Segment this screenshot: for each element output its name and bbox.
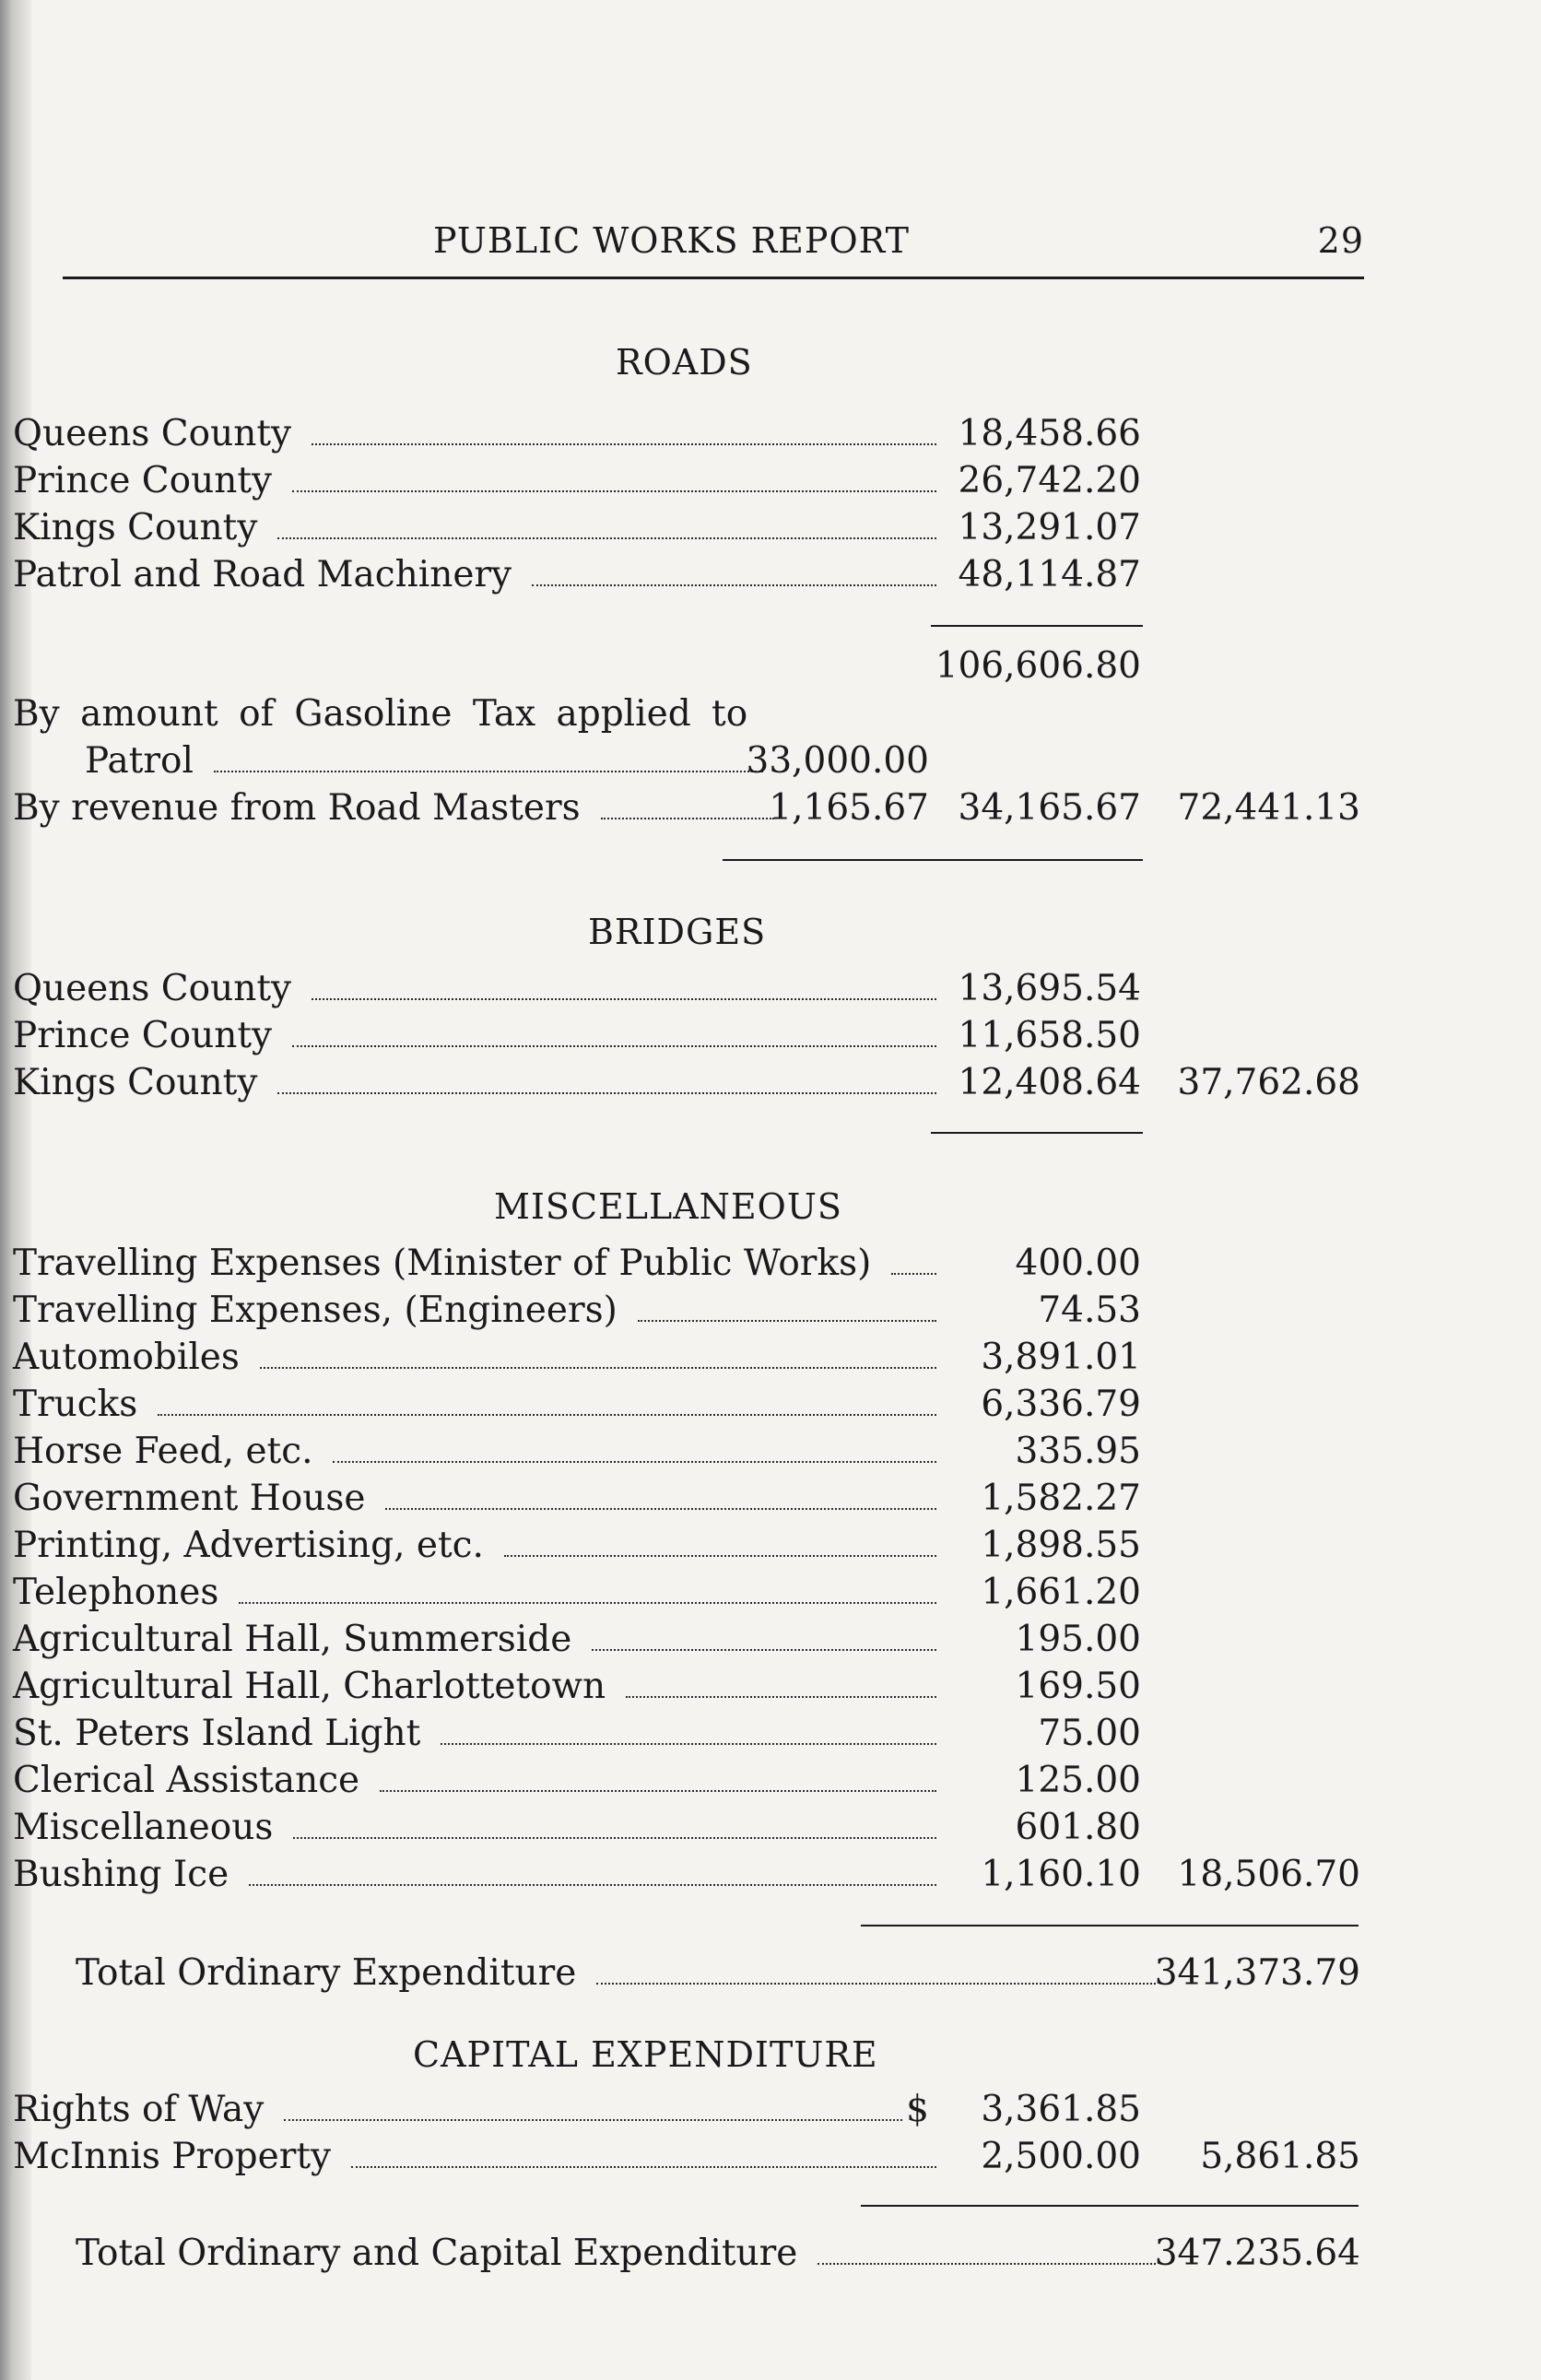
misc-row	[13, 1760, 940, 1802]
leader-dots	[385, 1480, 936, 1510]
page-number: 29	[1317, 220, 1364, 261]
bridges-row-label: Prince County	[13, 1015, 273, 1056]
section-heading-bridges: BRIDGES	[588, 912, 767, 952]
gasoline-tax-amount: 33,000.00	[746, 740, 929, 782]
misc-row	[13, 1290, 940, 1332]
leader-dots	[293, 1809, 936, 1839]
bridges-row-amount: 13,695.54	[958, 968, 1141, 1009]
misc-row-amount: 125.00	[1015, 1760, 1141, 1801]
leader-dots	[638, 1292, 936, 1322]
roads-row	[13, 507, 940, 549]
roads-subtotal: 106,606.80	[935, 645, 1141, 687]
leader-dots	[284, 2091, 902, 2121]
capital-total: 5,861.85	[1200, 2136, 1360, 2177]
misc-row	[13, 1619, 940, 1661]
capital-row-amount: 2,500.00	[981, 2136, 1141, 2177]
leader-dots	[312, 971, 936, 1000]
misc-row-label: Clerical Assistance	[13, 1760, 360, 1801]
bridges-total: 37,762.68	[1177, 1062, 1360, 1103]
roads-row-amount: 48,114.87	[958, 554, 1141, 595]
revenue-row	[13, 787, 778, 830]
leader-dots	[626, 1668, 936, 1698]
leader-dots	[351, 2138, 936, 2168]
misc-row-amount: 1,160.10	[981, 1854, 1141, 1895]
misc-row-amount: 1,582.27	[981, 1478, 1141, 1519]
patrol-label: Patrol	[85, 740, 194, 782]
section-heading-miscellaneous: MISCELLANEOUS	[494, 1186, 842, 1227]
roads-row-label: Patrol and Road Machinery	[13, 554, 512, 595]
leader-dots	[592, 1621, 936, 1651]
misc-row-label: Miscellaneous	[13, 1807, 274, 1848]
misc-row-label: Trucks	[13, 1384, 138, 1425]
misc-row	[13, 1478, 940, 1520]
dollar-sign: $	[906, 2089, 929, 2130]
subtotal-rule	[931, 625, 1143, 627]
misc-row-label: Printing, Advertising, etc.	[13, 1525, 484, 1566]
roads-row	[13, 460, 940, 502]
bridges-row-label: Kings County	[13, 1062, 258, 1103]
misc-row-label: Bushing Ice	[13, 1854, 229, 1895]
roads-deductions-total: 34,165.67	[958, 787, 1141, 829]
revenue-label: By revenue from Road Masters	[13, 787, 581, 829]
misc-row	[13, 1384, 940, 1426]
capital-row-label: Rights of Way	[13, 2089, 265, 2130]
bridges-row-amount: 11,658.50	[958, 1015, 1141, 1056]
leader-dots	[380, 1762, 936, 1792]
roads-row-amount: 13,291.07	[958, 507, 1141, 548]
leader-dots	[249, 1856, 936, 1886]
bridges-row-label: Queens County	[13, 968, 292, 1009]
misc-row-amount: 75.00	[1038, 1713, 1141, 1754]
patrol-row	[85, 740, 767, 783]
misc-row-amount: 195.00	[1015, 1619, 1141, 1660]
misc-row	[13, 1854, 940, 1896]
capital-row	[13, 2089, 929, 2131]
misc-row-label: Agricultural Hall, Summerside	[13, 1619, 572, 1660]
header-rule	[63, 277, 1364, 279]
leader-dots	[277, 510, 936, 539]
misc-row	[13, 1337, 940, 1379]
misc-row	[13, 1666, 940, 1708]
revenue-amount: 1,165.67	[769, 787, 929, 829]
roads-row-label: Queens County	[13, 413, 292, 454]
leader-dots	[277, 1065, 936, 1094]
leader-dots	[818, 2235, 1156, 2265]
misc-row	[13, 1243, 940, 1285]
total-ordinary-row	[76, 1952, 1159, 1995]
misc-row-label: Agricultural Hall, Charlottetown	[13, 1666, 606, 1707]
misc-row	[13, 1431, 940, 1473]
section-rule	[723, 859, 1143, 861]
section-rule	[931, 1132, 1143, 1134]
roads-row-amount: 18,458.66	[958, 413, 1141, 454]
misc-row	[13, 1713, 940, 1755]
leader-dots	[239, 1574, 936, 1604]
leader-dots	[292, 1018, 936, 1047]
leader-dots	[333, 1433, 936, 1463]
misc-row	[13, 1525, 940, 1567]
misc-row-label: Telephones	[13, 1572, 219, 1613]
misc-row-label: Horse Feed, etc.	[13, 1431, 313, 1472]
leader-dots	[214, 743, 763, 772]
grand-total-label: Total Ordinary and Capital Expenditure	[76, 2233, 798, 2274]
section-rule	[861, 1925, 1359, 1926]
misc-row-label: St. Peters Island Light	[13, 1713, 421, 1754]
section-heading-roads: ROADS	[616, 342, 753, 383]
bridges-row-amount: 12,408.64	[958, 1062, 1141, 1103]
leader-dots	[260, 1339, 936, 1369]
bridges-row	[13, 1015, 940, 1057]
roads-row	[13, 413, 940, 455]
misc-row-label: Travelling Expenses, (Engineers)	[13, 1290, 618, 1331]
roads-net-total: 72,441.13	[1177, 787, 1360, 829]
section-rule	[861, 2205, 1359, 2207]
misc-row-amount: 3,891.01	[981, 1337, 1141, 1378]
misc-row-amount: 1,898.55	[981, 1525, 1141, 1566]
roads-row-label: Kings County	[13, 507, 258, 548]
leader-dots	[596, 1955, 1156, 1985]
misc-row-label: Automobiles	[13, 1337, 240, 1378]
misc-row-amount: 335.95	[1015, 1431, 1141, 1472]
misc-row-amount: 601.80	[1015, 1807, 1141, 1848]
capital-row-label: McInnis Property	[13, 2136, 332, 2177]
misc-row-amount: 169.50	[1015, 1666, 1141, 1707]
total-ordinary-amount: 341,373.79	[1154, 1952, 1360, 1994]
leader-dots	[158, 1386, 936, 1416]
misc-row-amount: 74.53	[1038, 1290, 1141, 1331]
misc-row-label: Government House	[13, 1478, 366, 1519]
capital-row	[13, 2136, 940, 2178]
misc-row	[13, 1807, 940, 1849]
total-ordinary-label: Total Ordinary Expenditure	[76, 1952, 577, 1994]
leader-dots	[441, 1715, 936, 1745]
misc-row-amount: 6,336.79	[981, 1384, 1141, 1425]
section-heading-capital: CAPITAL EXPENDITURE	[413, 2034, 878, 2075]
leader-dots	[312, 416, 936, 445]
leader-dots	[504, 1527, 936, 1557]
misc-row-amount: 1,661.20	[981, 1572, 1141, 1613]
leader-dots	[532, 557, 936, 586]
roads-row-label: Prince County	[13, 460, 273, 501]
grand-total-row	[76, 2233, 1159, 2275]
bridges-row	[13, 968, 940, 1010]
capital-row-amount: 3,361.85	[981, 2089, 1141, 2130]
page-title: PUBLIC WORKS REPORT	[433, 220, 910, 261]
leader-dots	[891, 1245, 936, 1275]
roads-row	[13, 554, 940, 596]
misc-total: 18,506.70	[1177, 1854, 1360, 1895]
roads-row-amount: 26,742.20	[958, 460, 1141, 501]
misc-row-label: Travelling Expenses (Minister of Public Works)	[13, 1243, 872, 1284]
leader-dots	[292, 463, 936, 492]
misc-row	[13, 1572, 940, 1614]
bridges-row	[13, 1062, 940, 1104]
misc-row-amount: 400.00	[1015, 1243, 1141, 1284]
grand-total-amount: 347.235.64	[1154, 2233, 1360, 2274]
gasoline-tax-label: By amount of Gasoline Tax applied to	[13, 693, 748, 735]
